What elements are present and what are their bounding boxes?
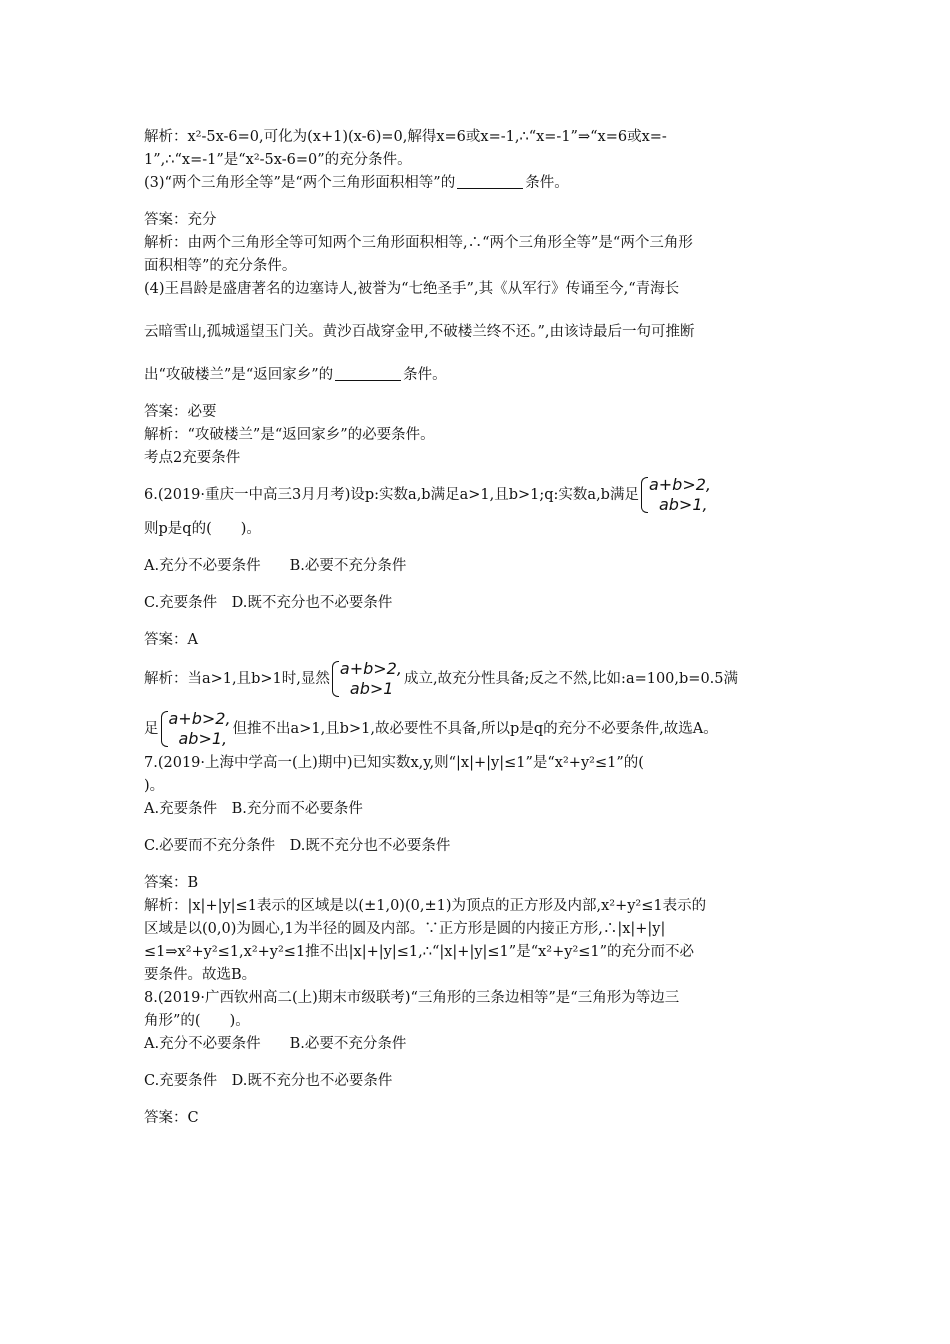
answer-line: 答案：充分 <box>144 212 217 228</box>
text-line: 区域是以(0,0)为圆心,1为半径的圆及内部。∵正方形是圆的内接正方形,∴|x|+|y| <box>144 921 666 937</box>
text-span: 6.(2019·重庆一中高三3月月考)设p:实数a,b满足a>1,且b>1;q:实数a,b满足 <box>144 487 639 503</box>
option-line: A.充分不必要条件 B.必要不充分条件 <box>144 558 407 574</box>
equation-system <box>332 659 402 699</box>
option-line: C.充要条件 D.既不充分也不必要条件 <box>144 1073 393 1089</box>
answer-line: 答案：必要 <box>144 404 217 420</box>
question-7: 7.(2019·上海中学高一(上)期中)已知实数x,y,则“|x|+|y|≤1”是“x²+y²≤1”的( <box>144 755 644 771</box>
option-line: C.必要而不充分条件 D.既不充分也不必要条件 <box>144 838 451 854</box>
equation-row: a+b>2, <box>168 709 231 728</box>
question-3 <box>144 172 809 195</box>
text-line: 面积相等”的充分条件。 <box>144 258 297 274</box>
text-span: 条件。 <box>525 175 569 191</box>
section-heading: 考点2充要条件 <box>144 450 241 466</box>
text-span: 解析：当a>1,且b>1时,显然 <box>144 671 330 687</box>
text-line: ≤1⇒x²+y²≤1,x²+y²≤1推不出|x|+|y|≤1,∴“|x|+|y|≤1”是“x²+y²≤1”的充分而不必 <box>144 944 695 960</box>
question-4: (4)王昌龄是盛唐著名的边塞诗人,被誉为“七绝圣手”,其《从军行》传诵至今,“青海长 <box>144 281 680 297</box>
brace-symbol <box>332 661 339 697</box>
equation-row: a+b>2, <box>339 659 402 678</box>
option-line: C.充要条件 D.既不充分也不必要条件 <box>144 595 393 611</box>
document-page <box>144 126 809 1130</box>
text-line: 云暗雪山,孤城遥望玉门关。黄沙百战穿金甲,不破楼兰终不还。”,由该诗最后一句可推断 <box>144 324 695 340</box>
text-span: 但推不出a>1,且b>1,故必要性不具备,所以p是q的充分不必要条件,故选A。 <box>232 721 718 737</box>
brace-symbol <box>161 711 168 747</box>
text-line: 解析：|x|+|y|≤1表示的区域是以(±1,0)(0,±1)为顶点的正方形及内部,x²+y²≤1表示的 <box>144 898 707 914</box>
text-span: 条件。 <box>403 367 447 383</box>
equation-row: a+b>2, <box>648 475 712 494</box>
text-line: )。 <box>144 778 165 794</box>
equation-row: ab>1, <box>178 729 228 748</box>
text-span: 出“攻破楼兰”是“返回家乡”的 <box>144 367 334 383</box>
answer-blank <box>457 174 523 189</box>
brace-symbol <box>641 477 648 513</box>
answer-line: 答案：C <box>144 1110 199 1126</box>
equation-row: ab>1 <box>349 679 394 698</box>
text-span: 成立,故充分性具备;反之不然,比如:a=100,b=0.5满 <box>403 671 739 687</box>
option-line: A.充要条件 B.充分而不必要条件 <box>144 801 363 817</box>
text-line: 解析：x²-5x-6=0,可化为(x+1)(x-6)=0,解得x=6或x=-1,∴“x=-1”⇒“x=6或x=- <box>144 129 667 145</box>
question-8: 8.(2019·广西钦州高二(上)期末市级联考)“三角形的三条边相等”是“三角形为等边三 <box>144 990 680 1006</box>
text-line <box>144 706 809 752</box>
answer-line: 答案：B <box>144 875 199 891</box>
text-span: (3)“两个三角形全等”是“两个三角形面积相等”的 <box>144 175 456 191</box>
equation-system <box>641 475 711 515</box>
text-line: 解析：“攻破楼兰”是“返回家乡”的必要条件。 <box>144 427 435 443</box>
option-line: A.充分不必要条件 B.必要不充分条件 <box>144 1036 407 1052</box>
text-line: 角形”的( )。 <box>144 1013 250 1029</box>
equation-row: ab>1, <box>658 495 708 514</box>
text-span: 足 <box>144 721 159 737</box>
text-line <box>144 364 809 387</box>
answer-line: 答案：A <box>144 632 198 648</box>
text-line: 1”,∴“x=-1”是“x²-5x-6=0”的充分条件。 <box>144 152 412 168</box>
text-line: 要条件。故选B。 <box>144 967 257 983</box>
text-line: 解析：由两个三角形全等可知两个三角形面积相等,∴“两个三角形全等”是“两个三角形 <box>144 235 693 251</box>
analysis-6 <box>144 656 809 702</box>
question-6 <box>144 472 809 518</box>
equation-system <box>161 709 231 749</box>
answer-blank <box>335 366 401 381</box>
text-line: 则p是q的( )。 <box>144 521 261 537</box>
